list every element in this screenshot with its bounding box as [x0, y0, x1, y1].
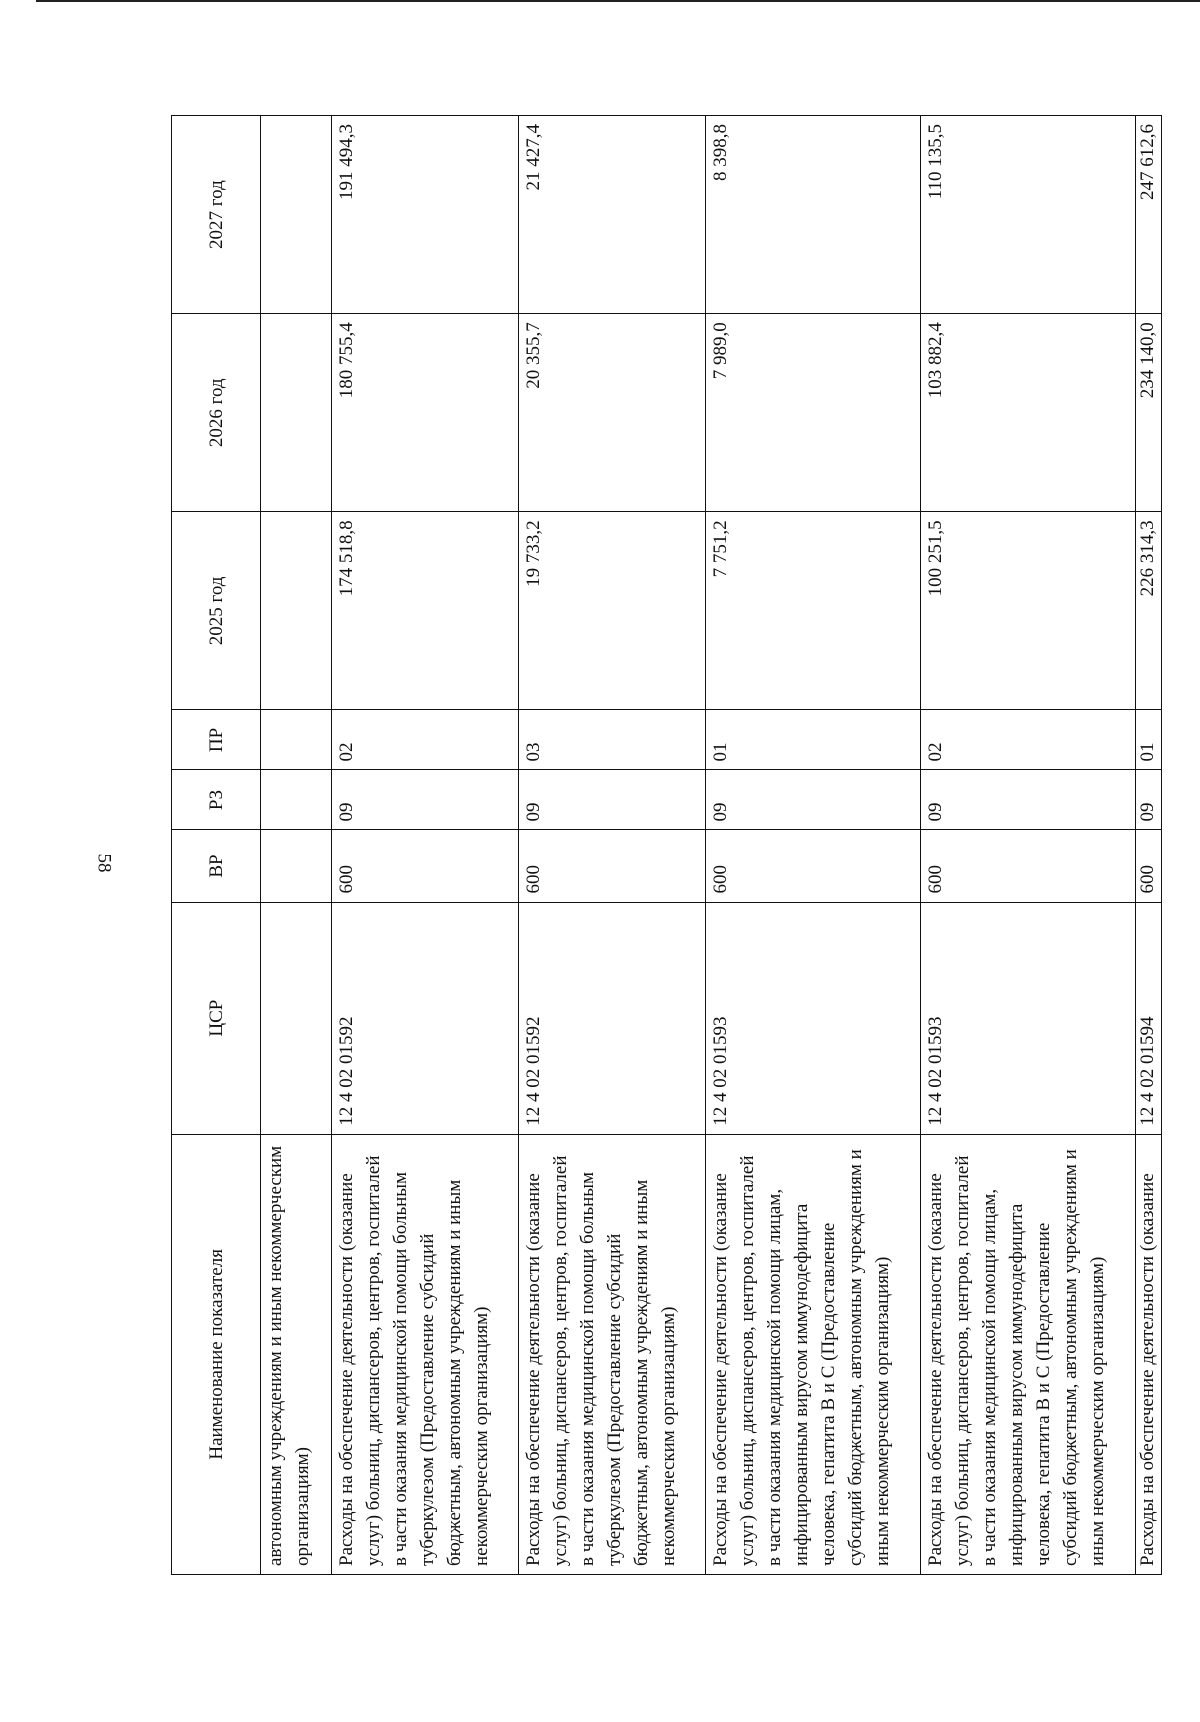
cell-rz: 09 [921, 770, 1136, 830]
cell-2027: 247 612,6 [1136, 116, 1162, 314]
cell-2025: 100 251,5 [921, 512, 1136, 710]
header-pr: ПР [172, 710, 261, 770]
cell-name: Расходы на обеспечение деятельности (оказание услуг) больниц, диспансеров, центров, госпиталей в части оказания медицинской помощи больным туберкулезом (Предоставление субсидий бюджетным, автономным учреждениям и иным некоммерческим организациям) [519, 1134, 706, 1574]
cell-name: Расходы на обеспечение деятельности (оказание [1136, 1134, 1162, 1574]
cell-vr: 600 [706, 830, 921, 902]
cell-pr: 01 [706, 710, 921, 770]
table-row [519, 116, 706, 1575]
cell-rz: 09 [519, 770, 706, 830]
cell-2026 [261, 314, 332, 512]
cell-2027: 21 427,4 [519, 116, 706, 314]
cell-rz: 09 [332, 770, 519, 830]
cell-name: Расходы на обеспечение деятельности (оказание услуг) больниц, диспансеров, центров, госпиталей в части оказания медицинской помощи лицам, инфицированным вирусом иммунодефицита человека, гепатита B и C (Предоставление субсидий бюджетным, автономным учреждениям и иным некоммерческим организациям) [921, 1134, 1136, 1574]
cell-vr: 600 [921, 830, 1136, 902]
cell-pr [261, 710, 332, 770]
cell-csr: 12 4 02 01592 [332, 902, 519, 1134]
table-row [921, 116, 1136, 1575]
cell-2025: 7 751,2 [706, 512, 921, 710]
cell-name: автономным учреждениям и иным некоммерческим организациям) [261, 1134, 332, 1574]
cell-rz: 09 [1136, 770, 1162, 830]
table-row [1136, 116, 1162, 1575]
header-rz: РЗ [172, 770, 261, 830]
cell-2025: 174 518,8 [332, 512, 519, 710]
cell-vr: 600 [332, 830, 519, 902]
cell-2027: 8 398,8 [706, 116, 921, 314]
cell-2027: 110 135,5 [921, 116, 1136, 314]
cell-csr [261, 902, 332, 1134]
table-row [261, 116, 332, 1575]
header-name: Наименование показателя [172, 1134, 261, 1574]
table-row [332, 116, 519, 1575]
table-header-row [172, 116, 261, 1575]
cell-csr: 12 4 02 01593 [706, 902, 921, 1134]
header-2025: 2025 год [172, 512, 261, 710]
cell-2025: 226 314,3 [1136, 512, 1162, 710]
cell-vr [261, 830, 332, 902]
header-csr: ЦСР [172, 902, 261, 1134]
page-number: 58 [93, 853, 115, 873]
cell-rz: 09 [706, 770, 921, 830]
rotated-table-wrapper [171, 115, 1158, 1575]
table-row [706, 116, 921, 1575]
cell-2026: 180 755,4 [332, 314, 519, 512]
cell-pr: 02 [921, 710, 1136, 770]
cell-vr: 600 [519, 830, 706, 902]
cell-2026: 234 140,0 [1136, 314, 1162, 512]
cell-name: Расходы на обеспечение деятельности (оказание услуг) больниц, диспансеров, центров, госпиталей в части оказания медицинской помощи лицам, инфицированным вирусом иммунодефицита человека, гепатита B и C (Предоставление субсидий бюджетным, автономным учреждениям и иным некоммерческим организациям) [706, 1134, 921, 1574]
page-top-border [36, 0, 1200, 2]
cell-name: Расходы на обеспечение деятельности (оказание услуг) больниц, диспансеров, центров, госпиталей в части оказания медицинской помощи больным туберкулезом (Предоставление субсидий бюджетным, автономным учреждениям и иным некоммерческим организациям) [332, 1134, 519, 1574]
cell-csr: 12 4 02 01593 [921, 902, 1136, 1134]
cell-pr: 01 [1136, 710, 1162, 770]
cell-2026: 103 882,4 [921, 314, 1136, 512]
header-2026: 2026 год [172, 314, 261, 512]
header-2027: 2027 год [172, 116, 261, 314]
cell-csr: 12 4 02 01592 [519, 902, 706, 1134]
cell-2027: 191 494,3 [332, 116, 519, 314]
cell-csr: 12 4 02 01594 [1136, 902, 1162, 1134]
cell-2026: 7 989,0 [706, 314, 921, 512]
cell-pr: 02 [332, 710, 519, 770]
header-vr: ВР [172, 830, 261, 902]
cell-2025 [261, 512, 332, 710]
cell-rz [261, 770, 332, 830]
budget-table [171, 115, 1162, 1575]
cell-2025: 19 733,2 [519, 512, 706, 710]
cell-vr: 600 [1136, 830, 1162, 902]
cell-2026: 20 355,7 [519, 314, 706, 512]
cell-pr: 03 [519, 710, 706, 770]
cell-2027 [261, 116, 332, 314]
